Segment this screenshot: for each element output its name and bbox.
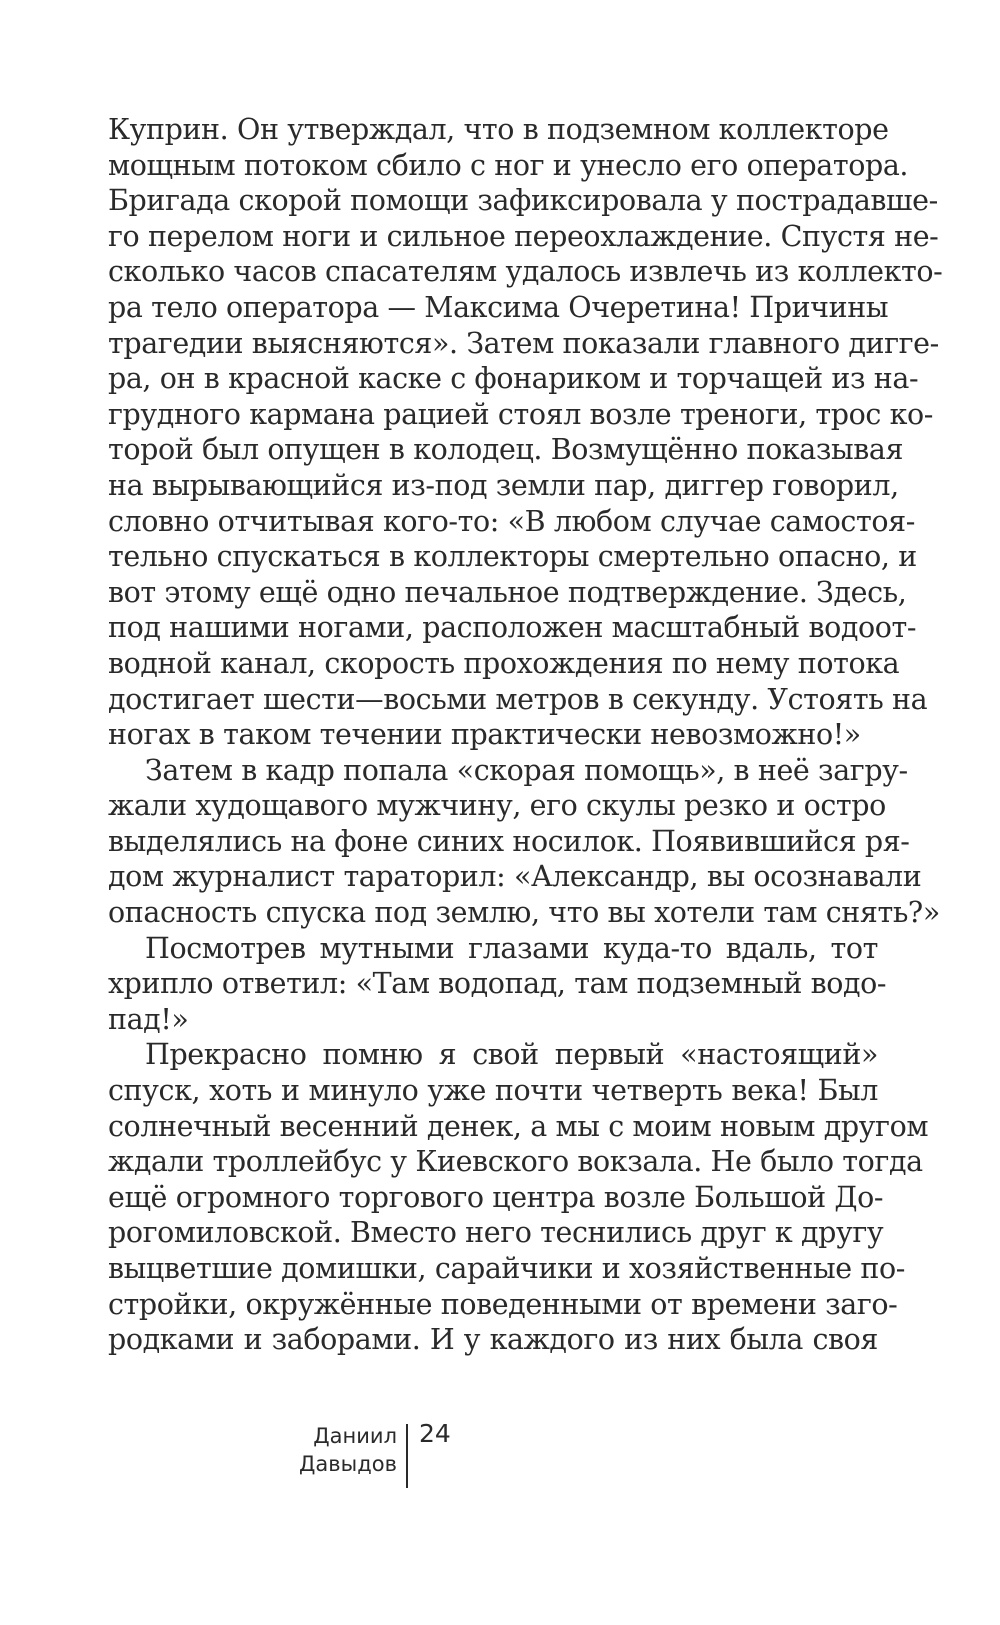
text-line: солнечный весенний денек, а мы с моим новым другом	[108, 1109, 929, 1143]
paragraph	[108, 931, 887, 1038]
page-number: 24	[419, 1419, 451, 1448]
text-line: ждали троллейбус у Киевского вокзала. Не было тогда	[108, 1145, 923, 1179]
text-line: ещё огромного торгового центра возле Большой До-	[108, 1180, 884, 1214]
text-line: под нашими ногами, расположен масштабный водоот-	[108, 611, 917, 645]
text-line: тельно спускаться в коллекторы смертельно опасно, и	[108, 540, 917, 574]
body-text	[108, 112, 943, 1358]
text-line: ногах в таком течении практически невозможно!»	[108, 718, 861, 752]
text-line: словно отчитывая кого-то: «В любом случае самостоя-	[108, 504, 915, 538]
text-line: ра, он в красной каске с фонариком и торчащей из на-	[108, 362, 919, 396]
text-line: ра тело оператора — Максима Очеретина! Причины	[108, 290, 889, 324]
text-line: стройки, окружённые поведенными от времени заго-	[108, 1287, 898, 1321]
paragraph	[108, 1037, 929, 1357]
text-line: пад!»	[108, 1002, 189, 1036]
text-line: Куприн. Он утверждал, что в подземном коллекторе	[108, 113, 889, 146]
text-line: торой был опущен в колодец. Возмущённо показывая	[108, 433, 904, 467]
page-footer	[0, 1419, 1000, 1492]
text-line: трагедии выясняются». Затем показали главного дигге-	[108, 326, 939, 360]
text-line: выделялись на фоне синих носилок. Появившийся ря-	[108, 824, 910, 858]
text-line: выцветшие домишки, сарайчики и хозяйственные по-	[108, 1252, 905, 1285]
author-first-name: Даниил	[313, 1424, 397, 1448]
text-line: Бригада скорой помощи зафиксировала у пострадавше-	[108, 184, 938, 218]
footer-divider	[406, 1424, 408, 1488]
text-line: на вырывающийся из-под земли пар, диггер говорил,	[108, 468, 899, 502]
text-line: спуск, хоть и минуло уже почти четверть века! Был	[108, 1074, 878, 1108]
text-line: опасность спуска под землю, что вы хотели там снять?»	[108, 896, 940, 930]
text-line: мощным потоком сбило с ног и унесло его оператора.	[108, 148, 909, 182]
paragraph	[108, 112, 943, 753]
text-line: го перелом ноги и сильное переохлаждение. Спустя не-	[108, 219, 939, 253]
text-line: рогомиловской. Вместо него теснились друг к другу	[108, 1216, 884, 1250]
paragraph	[108, 753, 940, 931]
text-line: Прекрасно помню я свой первый «настоящий»	[145, 1038, 878, 1072]
text-line: достигает шести—восьми метров в секунду. Устоять на	[108, 682, 928, 716]
text-line: дом журналист тараторил: «Александр, вы осознавали	[108, 860, 922, 894]
text-line: хрипло ответил: «Там водопад, там подземный водо-	[108, 967, 887, 1001]
text-line: вот этому ещё одно печальное подтверждение. Здесь,	[108, 575, 907, 609]
author-name	[299, 1422, 397, 1478]
text-line: грудного кармана рацией стоял возле треноги, трос ко-	[108, 397, 934, 431]
text-line: сколько часов спасателям удалось извлечь из коллекто-	[108, 255, 943, 289]
author-last-name: Давыдов	[299, 1452, 397, 1476]
text-line: водной канал, скорость прохождения по нему потока	[108, 646, 900, 680]
text-line: Посмотрев мутными глазами куда-то вдаль, тот	[145, 931, 878, 965]
text-line: родками и заборами. И у каждого из них была своя	[108, 1323, 878, 1357]
text-line: жали худощавого мужчину, его скулы резко и остро	[108, 789, 886, 823]
text-line: Затем в кадр попала «скорая помощь», в неё загру-	[145, 753, 908, 787]
